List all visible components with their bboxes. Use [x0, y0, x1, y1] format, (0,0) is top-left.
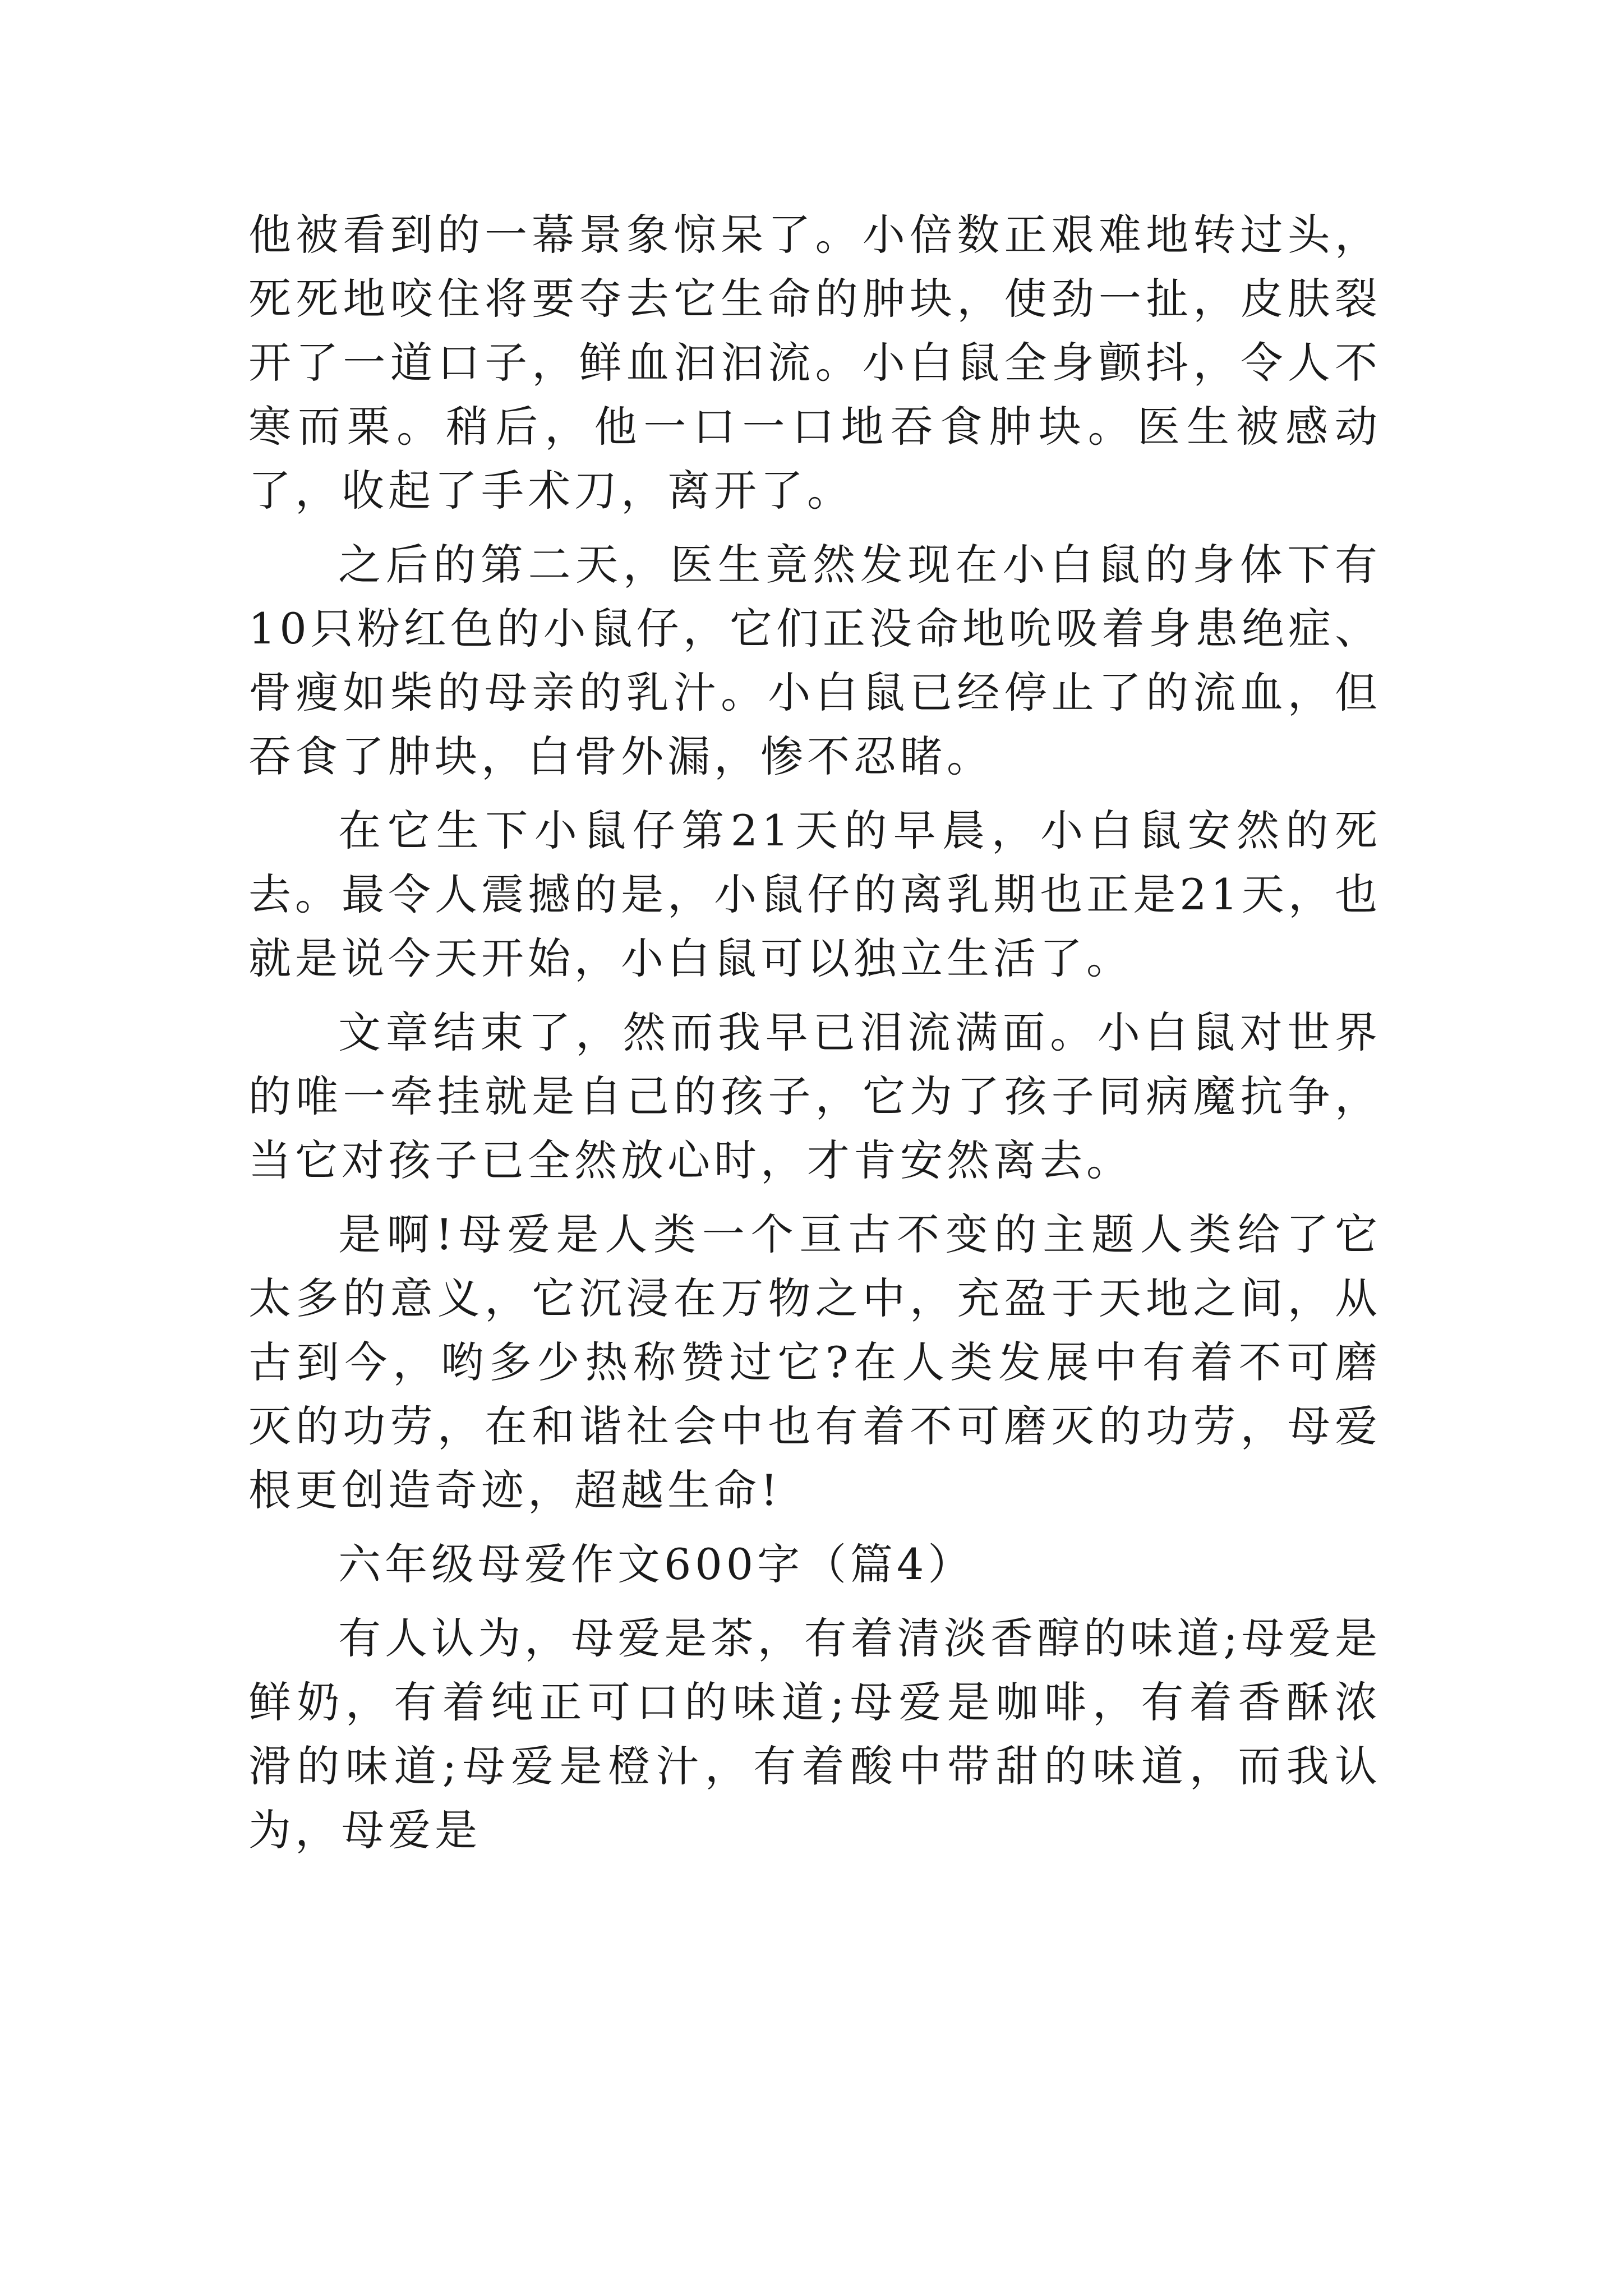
paragraph-5: 是啊!母爱是人类一个亘古不变的主题人类给了它太多的意义，它沉浸在万物之中，充盈于天地之间，从古到今，哟多少热称赞过它?在人类发展中有着不可磨灭的功劳，在和谐社会中也有着不可磨灭的功劳，母爱根更创造奇迹，超越生命!	[248, 1209, 1381, 1515]
paragraph-3: 在它生下小鼠仔第21天的早晨，小白鼠安然的死去。最令人震撼的是，小鼠仔的离乳期也正是21天，也就是说今天开始，小白鼠可以独立生活了。	[248, 806, 1381, 983]
paragraph-6: 有人认为，母爱是茶，有着清淡香醇的味道;母爱是鲜奶，有着纯正可口的味道;母爱是咖啡，有着香酥浓滑的味道;母爱是橙汁，有着酸中带甜的味道，而我认为，母爱是	[248, 1613, 1381, 1855]
paragraph-4: 文章结束了，然而我早已泪流满面。小白鼠对世界的唯一牵挂就是自己的孩子，它为了孩子同病魔抗争，当它对孩子已全然放心时，才肯安然离去。	[248, 1007, 1381, 1185]
paragraph-2: 之后的第二天，医生竟然发现在小白鼠的身体下有10只粉红色的小鼠仔，它们正没命地吮吸着身患绝症、骨瘦如柴的母亲的乳汁。小白鼠已经停止了的流血，但吞食了肿块，白骨外漏，惨不忍睹。	[248, 540, 1381, 781]
document-body	[248, 203, 1381, 1872]
paragraph-1: 他被看到的一幕景象惊呆了。小倍数正艰难地转过头，死死地咬住将要夺去它生命的肿块，使劲一扯，皮肤裂开了一道口子，鲜血汩汩流。小白鼠全身颤抖，令人不寒而栗。稍后，他一口一口地吞食肿块。医生被感动了，收起了手术刀，离开了。	[248, 210, 1381, 516]
section-heading: 六年级母爱作文600字（篇4）	[338, 1539, 975, 1589]
